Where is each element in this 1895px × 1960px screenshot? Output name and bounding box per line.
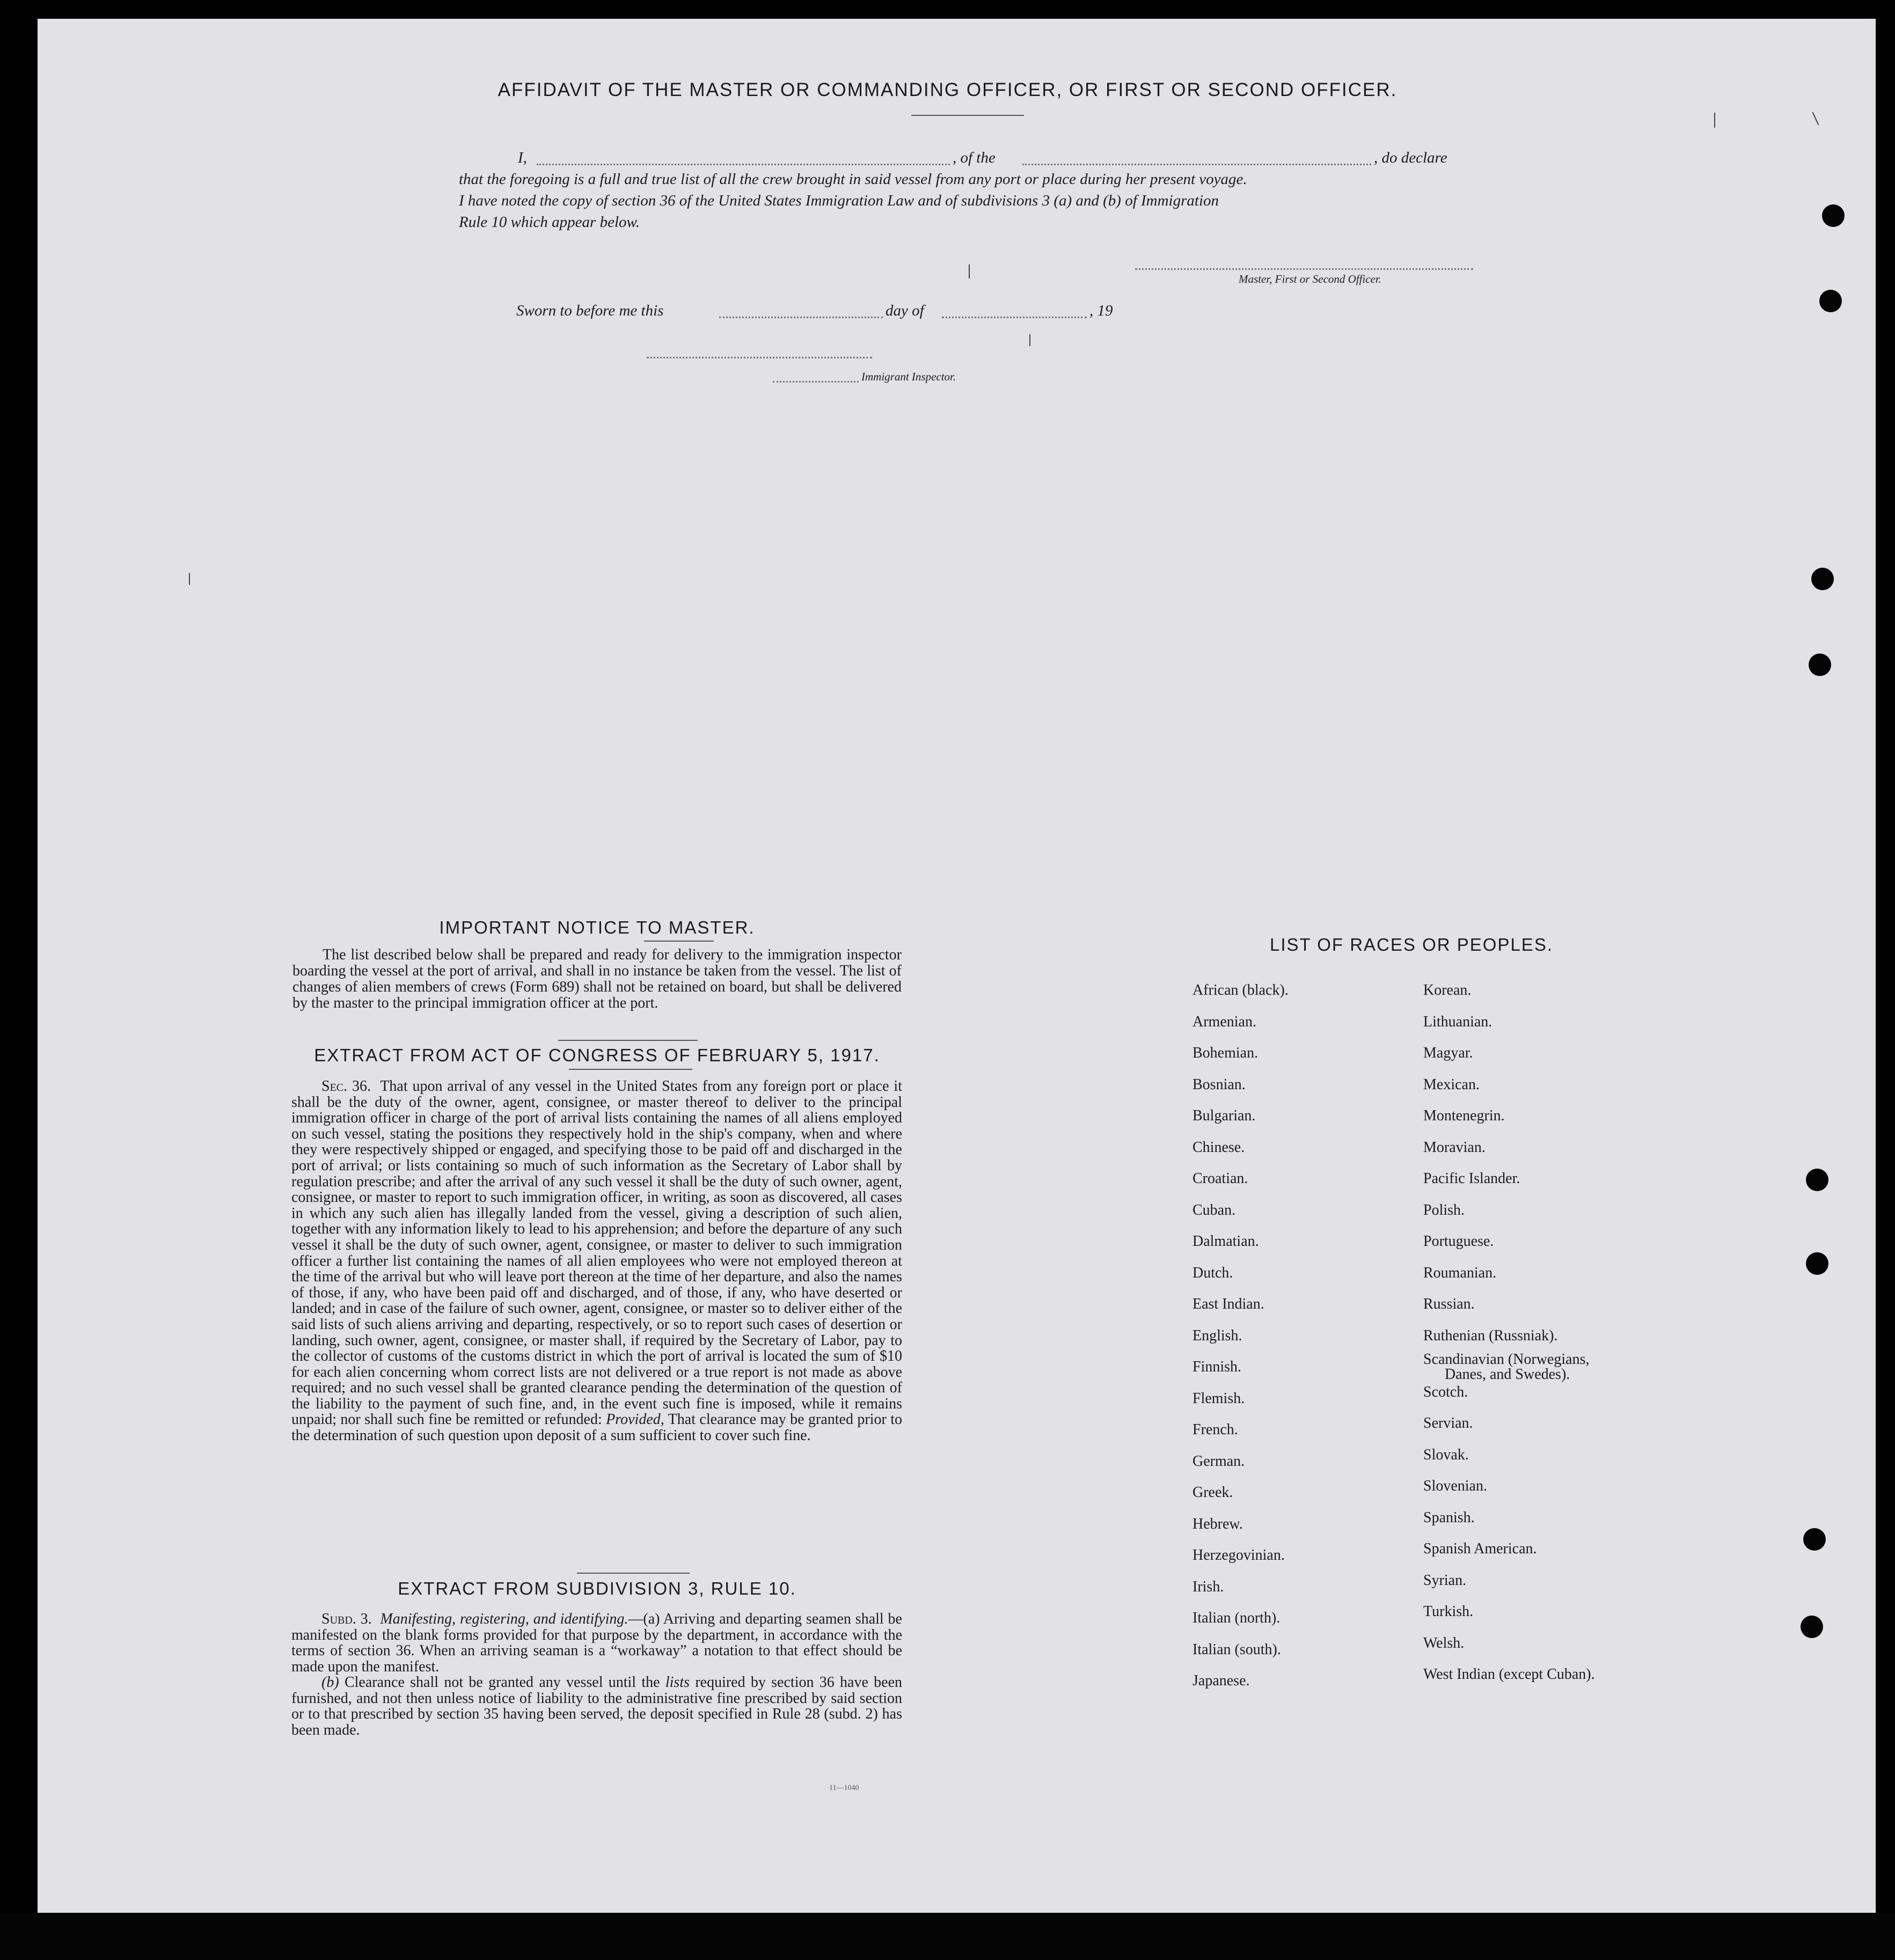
race-item: Chinese. bbox=[1192, 1139, 1245, 1156]
affidavit-line-2: that the foregoing is a full and true list of all the crew brought in said vessel from any port or place during her present voyage. bbox=[459, 171, 1247, 188]
affidavit-title: AFFIDAVIT OF THE MASTER OR COMMANDING OFFICER, OR FIRST OR SECOND OFFICER. bbox=[497, 79, 1398, 100]
scan-mark bbox=[969, 265, 970, 278]
sworn-day-of-label: day of bbox=[886, 302, 924, 319]
subd-b-lists: lists bbox=[665, 1674, 690, 1691]
subd-b-text-2: required by section 36 have been furnished, and not then unless notice of liability to the administrative fine prescribed by said section or to that prescribed by section 35 having been served, the deposit specified in Rule 28 (subd. 2) has been made. bbox=[291, 1674, 903, 1738]
provided-word: Provided, bbox=[606, 1411, 664, 1428]
punch-hole bbox=[1822, 204, 1845, 227]
section-36-label: Sec. 36. bbox=[321, 1078, 371, 1095]
race-item: Ruthenian (Russniak). bbox=[1423, 1327, 1558, 1344]
sworn-day-blank[interactable] bbox=[719, 317, 883, 318]
section-36-text: That upon arrival of any vessel in the United States from any foreign port or place it shall be the duty of the owner, agent, consignee, or master thereof to deliver to the principal immigration officer in charge of the port of arrival lists containing the names of all aliens employed on such vessel, stating the positions they respectively hold in the ship's company, when and where they were respectively shipped or engaged, and specifying those to be paid off and discharged in the port of arrival; or lists containing so much of such information as the Secretary of Labor shall by regulation prescribe; and after the arrival of any such vessel it shall be the duty of such owner, agent, consignee, or master to report to such immigration officer, in writing, as soon as discovered, all cases in which any such alien has illegally landed from the vessel, giving a description of such alien, together with any information likely to lead to his apprehension; and before the departure of any such vessel it shall be the duty of such owner, agent, consignee, or master to deliver to such immigration officer a further list containing the names of all alien employees who were not employed thereon at the time of the arrival but who will leave port thereon at the time of her departure, and also the names of those, if any, who have been paid off and discharged, and of those, if any, who have deserted or landed; and in case of the failure of such owner, agent, consignee, or master so to deliver either of the said lists of such aliens arriving and departing, respectively, or so to report such cases of desertion or landing, such owner, agent, consignee, or master shall, if required by the Secretary of Labor, pay to the collector of customs of the customs district in which the port of arrival is located the sum of $10 for each alien concerning whom correct lists are not delivered or a true report is not made as above required; and no such vessel shall be granted clearance pending the determination of the question of the liability to the payment of such fine, and, in the event such fine is imposed, while it remains unpaid; nor shall such fine be remitted or refunded: bbox=[291, 1078, 902, 1428]
punch-hole bbox=[1803, 1528, 1826, 1551]
race-item: Bulgarian. bbox=[1192, 1107, 1256, 1124]
race-item: Moravian. bbox=[1423, 1139, 1486, 1156]
race-item: Servian. bbox=[1423, 1415, 1473, 1432]
races-left-column bbox=[1192, 982, 1289, 1704]
affidavit-line-4: Rule 10 which appear below. bbox=[459, 214, 640, 231]
signature-label: Master, First or Second Officer. bbox=[1239, 273, 1381, 285]
punch-hole bbox=[1809, 654, 1831, 676]
notice-body bbox=[292, 947, 902, 1011]
race-item: African (black). bbox=[1192, 982, 1289, 999]
race-item: English. bbox=[1192, 1327, 1242, 1344]
affidavit-declare-label: , do declare bbox=[1374, 149, 1447, 166]
race-item: Italian (south). bbox=[1192, 1641, 1281, 1658]
race-item: Irish. bbox=[1192, 1578, 1224, 1595]
punch-hole bbox=[1801, 1616, 1823, 1638]
affidavit-i-label: I, bbox=[518, 149, 527, 166]
race-item: Bosnian. bbox=[1192, 1076, 1246, 1093]
act-extract-title: EXTRACT FROM ACT OF CONGRESS OF FEBRUARY 5, 1917. bbox=[314, 1045, 880, 1065]
races-title: LIST OF RACES OR PEOPLES. bbox=[1269, 935, 1554, 955]
race-item: Herzegovinian. bbox=[1192, 1547, 1285, 1563]
race-item: Montenegrin. bbox=[1423, 1107, 1505, 1124]
subd-label: Subd. 3. bbox=[321, 1611, 372, 1627]
subdivision-a-paragraph bbox=[291, 1611, 902, 1675]
race-item: French. bbox=[1192, 1421, 1238, 1438]
race-item: Spanish. bbox=[1423, 1509, 1475, 1526]
race-item: Russian. bbox=[1423, 1296, 1475, 1312]
scan-mark bbox=[189, 573, 190, 585]
officer-signature-blank[interactable] bbox=[1135, 268, 1473, 270]
race-item: Armenian. bbox=[1192, 1013, 1256, 1030]
race-item: Pacific Islander. bbox=[1423, 1170, 1520, 1187]
races-right-column bbox=[1423, 982, 1595, 1698]
race-item: Scotch. bbox=[1423, 1383, 1468, 1400]
race-item: Greek. bbox=[1192, 1484, 1233, 1501]
race-item: German. bbox=[1192, 1452, 1245, 1470]
race-item: Welsh. bbox=[1423, 1634, 1465, 1651]
subdivision-b-paragraph bbox=[291, 1675, 902, 1738]
act-body bbox=[291, 1078, 902, 1444]
subd-a-text: —(a) Arriving and departing seamen shall be manifested on the blank forms provided for that purpose by the department, in accordance with the terms of section 36. When an arriving seaman is a “workaway” a notation to that effect should be made upon the manifest. bbox=[291, 1611, 902, 1675]
race-item: Portuguese. bbox=[1423, 1233, 1494, 1250]
race-item: Dalmatian. bbox=[1192, 1233, 1259, 1250]
race-item: Finnish. bbox=[1192, 1359, 1242, 1375]
sworn-label: Sworn to before me this bbox=[516, 302, 664, 319]
notice-underline bbox=[644, 941, 714, 942]
rule-body bbox=[291, 1611, 902, 1738]
race-item: Spanish American. bbox=[1423, 1540, 1537, 1557]
affidavit-of-the-label: , of the bbox=[953, 149, 996, 166]
punch-hole bbox=[1806, 1252, 1828, 1275]
race-item: Croatian. bbox=[1192, 1170, 1248, 1187]
race-item: Hebrew. bbox=[1192, 1515, 1243, 1532]
notice-paragraph: The list described below shall be prepared and ready for delivery to the immigration inspector boarding the vessel at the port of arrival, and shall in no instance be taken from the vessel. The list of changes of alien members of crews (Form 689) shall not be retained on board, but shall be delivered by the master to the principal immigration officer at the port. bbox=[292, 946, 902, 1011]
vessel-name-blank[interactable] bbox=[1022, 164, 1371, 165]
subd-b-text-1: Clearance shall not be granted any vessel until the bbox=[344, 1674, 660, 1691]
section-divider bbox=[577, 1573, 690, 1574]
race-item-continued: Danes, and Swedes). bbox=[1445, 1366, 1570, 1383]
notice-title: IMPORTANT NOTICE TO MASTER. bbox=[439, 917, 755, 937]
inspector-signature-blank-2[interactable] bbox=[773, 381, 859, 383]
subd-heading: Manifesting, registering, and identifying. bbox=[380, 1611, 628, 1627]
act-title-underline bbox=[569, 1069, 692, 1070]
race-item: Flemish. bbox=[1192, 1390, 1245, 1407]
race-item: Scandinavian (Norwegians, bbox=[1423, 1351, 1590, 1368]
sworn-year-label: , 19 bbox=[1089, 302, 1113, 319]
scan-border bbox=[0, 1913, 1895, 1960]
race-item: Slovak. bbox=[1423, 1446, 1469, 1463]
race-item: Cuban. bbox=[1192, 1201, 1236, 1218]
race-item: Magyar. bbox=[1423, 1045, 1473, 1061]
race-item: Italian (north). bbox=[1192, 1610, 1281, 1626]
sworn-month-blank[interactable] bbox=[942, 317, 1087, 318]
race-item: Mexican. bbox=[1423, 1076, 1480, 1093]
race-item: Slovenian. bbox=[1423, 1478, 1487, 1494]
race-item: Japanese. bbox=[1192, 1672, 1250, 1689]
inspector-label: Immigrant Inspector. bbox=[861, 370, 956, 383]
race-item: Bohemian. bbox=[1192, 1045, 1259, 1061]
race-item: Korean. bbox=[1423, 982, 1472, 999]
section-36-text-end: That clearance may be granted prior to the determination of such question upon deposit of a sum sufficient to cover such fine. bbox=[291, 1411, 903, 1444]
section-divider bbox=[558, 1040, 698, 1041]
punch-hole bbox=[1819, 290, 1842, 312]
section-36-paragraph bbox=[291, 1078, 902, 1444]
race-item: Roumanian. bbox=[1423, 1264, 1497, 1281]
form-number: 11—1040 bbox=[829, 1784, 859, 1792]
race-item: Polish. bbox=[1423, 1201, 1465, 1218]
race-item: Syrian. bbox=[1423, 1572, 1467, 1589]
race-item: Dutch. bbox=[1192, 1264, 1233, 1281]
race-item: East Indian. bbox=[1192, 1296, 1264, 1312]
name-blank[interactable] bbox=[537, 164, 950, 165]
title-underline bbox=[911, 115, 1024, 116]
punch-hole bbox=[1811, 568, 1834, 590]
inspector-signature-blank[interactable] bbox=[647, 357, 872, 358]
race-item: Lithuanian. bbox=[1423, 1013, 1492, 1030]
affidavit-line-3: I have noted the copy of section 36 of the United States Immigration Law and of subdivisions 3 (a) and (b) of Immigration bbox=[459, 192, 1219, 209]
race-item-scandinavian bbox=[1423, 1352, 1595, 1384]
scan-mark bbox=[1029, 334, 1030, 346]
race-item: Turkish. bbox=[1423, 1603, 1474, 1620]
rule-extract-title: EXTRACT FROM SUBDIVISION 3, RULE 10. bbox=[398, 1579, 796, 1598]
race-item: West Indian (except Cuban). bbox=[1423, 1666, 1595, 1683]
scan-mark bbox=[1714, 113, 1715, 128]
subd-b-label: (b) bbox=[321, 1674, 339, 1691]
punch-hole bbox=[1806, 1169, 1828, 1191]
